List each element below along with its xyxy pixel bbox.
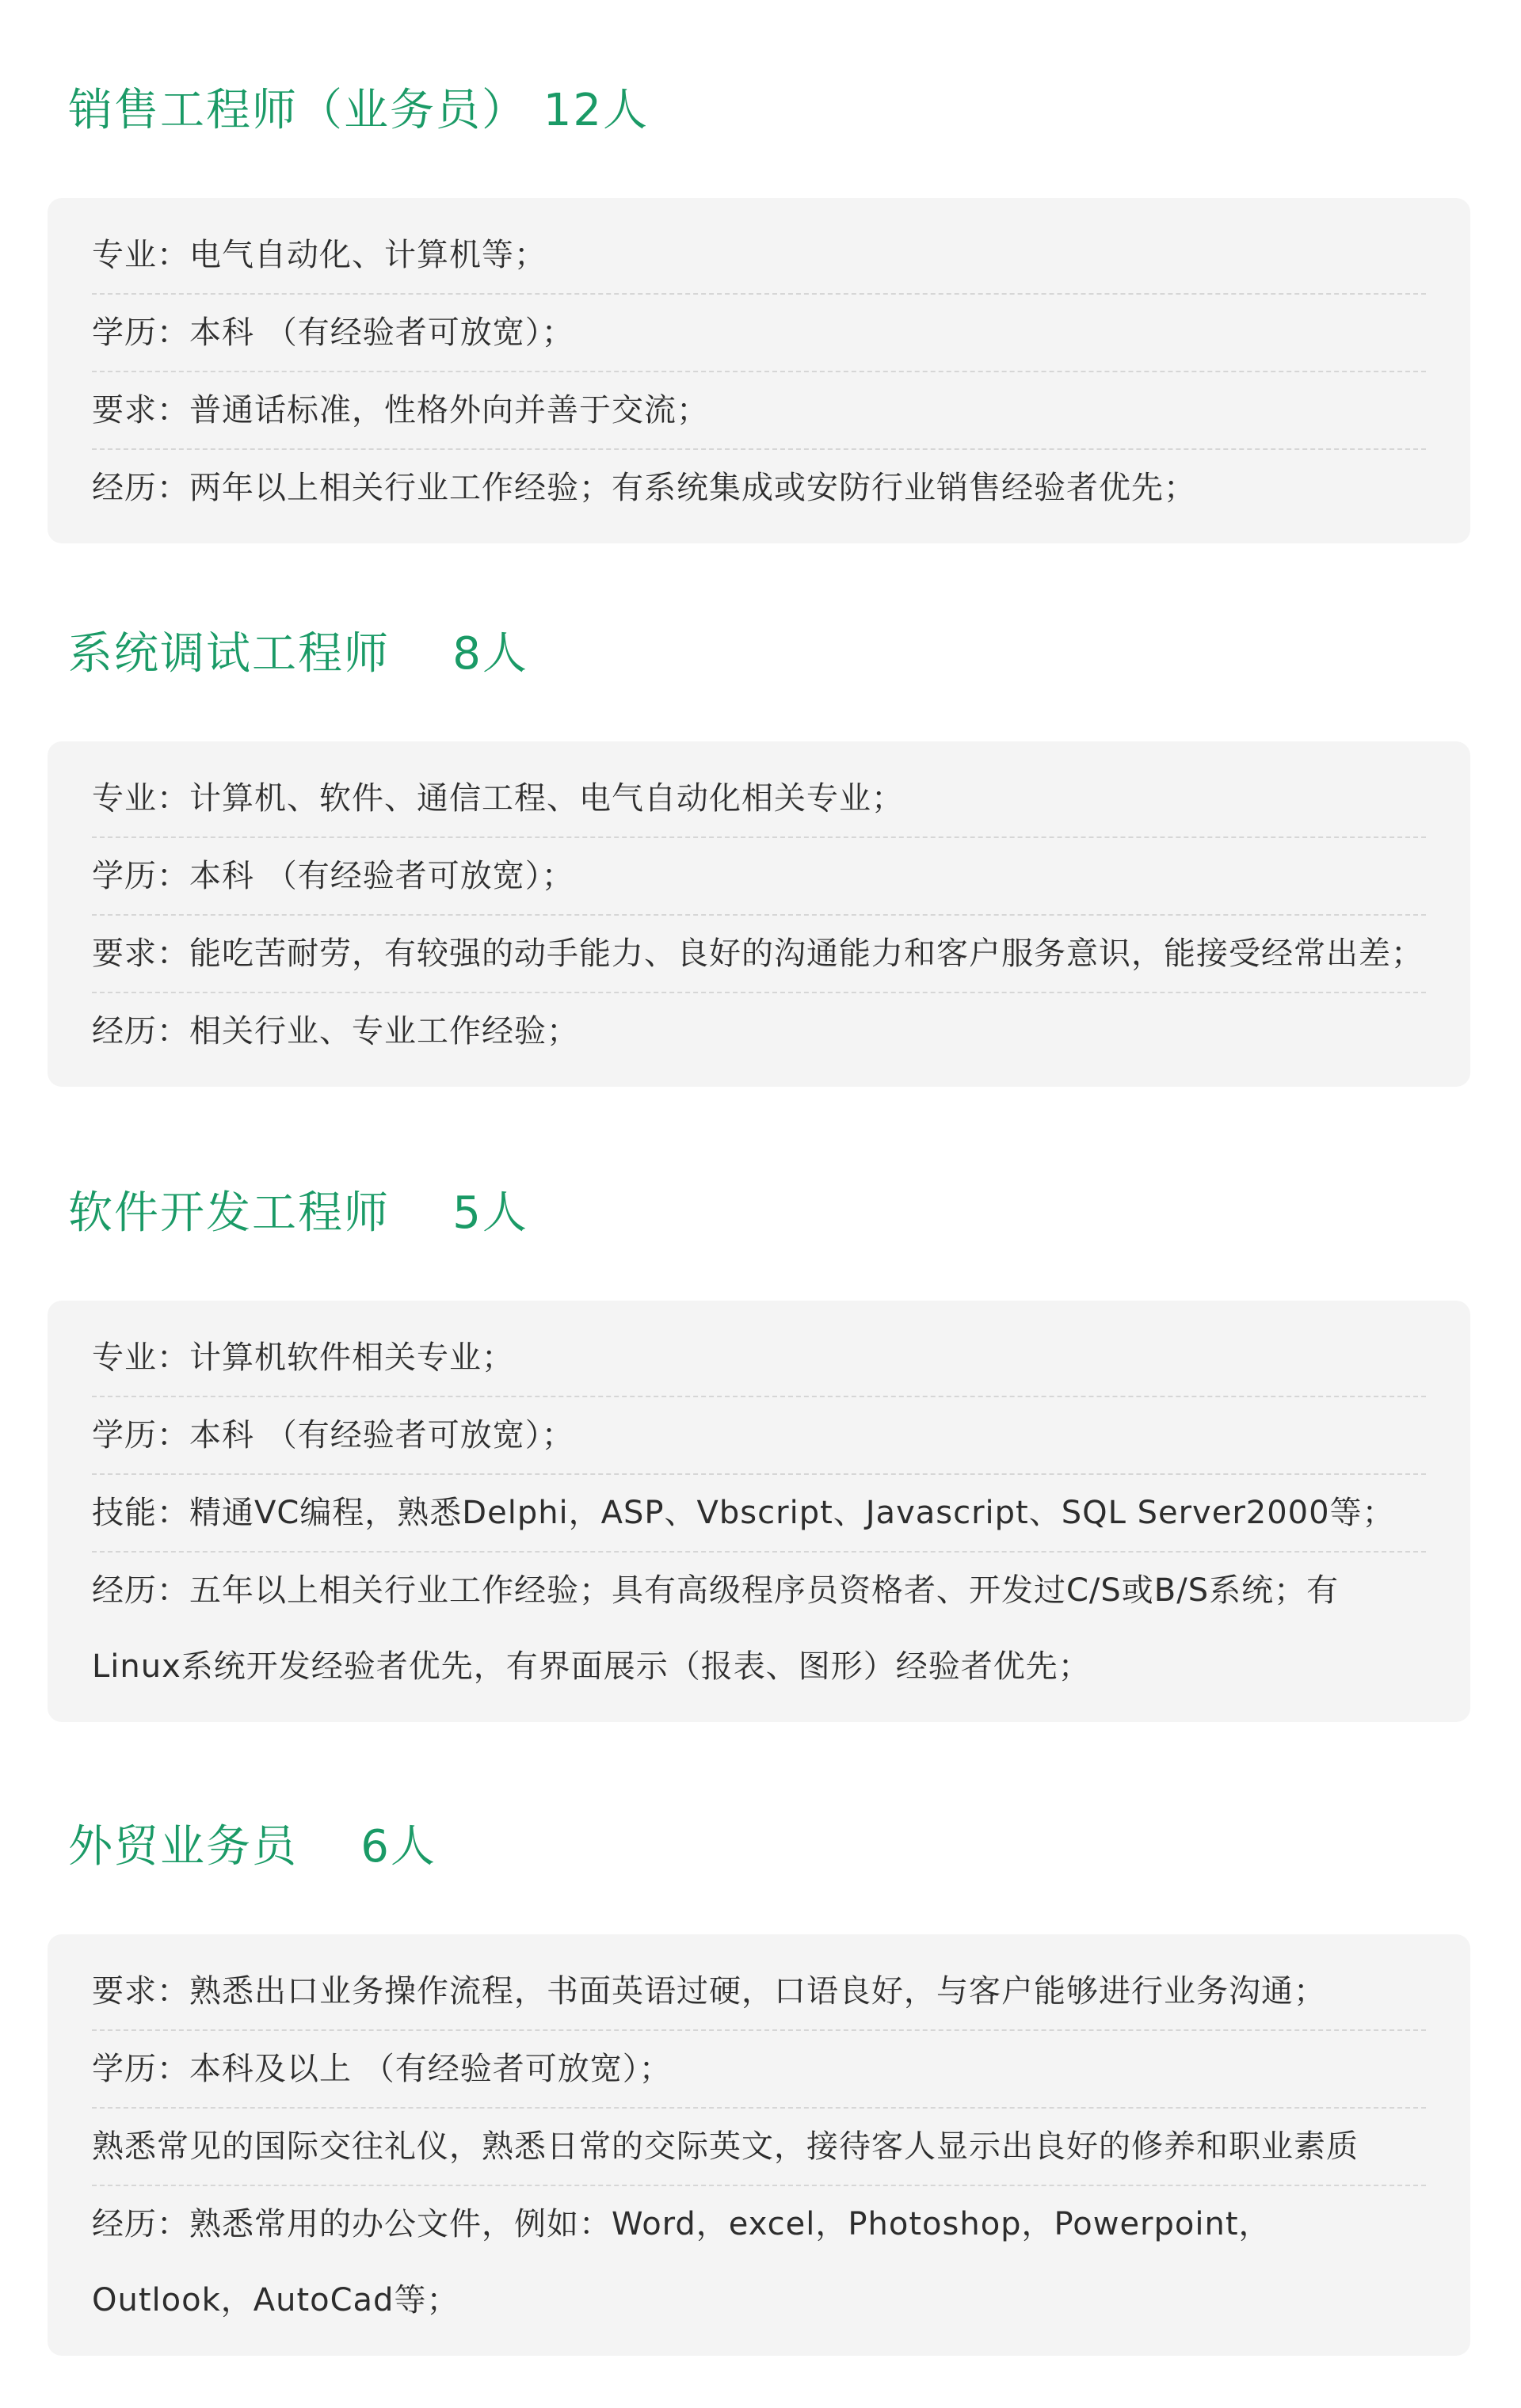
job-title: 外贸业务员 6人 <box>68 1821 436 1873</box>
requirement-line-education: 学历：本科 （有经验者可放宽）； <box>92 295 1426 372</box>
job-requirements-card <box>48 1934 1470 2356</box>
requirement-line-major: 专业：电气自动化、计算机等； <box>92 217 1426 295</box>
requirement-line-major: 专业：计算机、软件、通信工程、电气自动化相关专业； <box>92 760 1426 838</box>
job-requirements-card <box>48 1301 1470 1722</box>
requirement-line-requirement: 要求：熟悉出口业务操作流程，书面英语过硬，口语良好，与客户能够进行业务沟通； <box>92 1953 1426 2031</box>
requirement-line-requirement: 要求：普通话标准，性格外向并善于交流； <box>92 372 1426 450</box>
requirement-line-experience: 经历：熟悉常用的办公文件，例如：Word，excel，Photoshop，Powerpoint，Outlook，AutoCad等； <box>92 2206 1271 2318</box>
job-requirements-card <box>48 741 1470 1087</box>
requirement-line-experience: 经历：两年以上相关行业工作经验；有系统集成或安防行业销售经验者优先； <box>92 470 1196 506</box>
requirement-line-etiquette: 熟悉常见的国际交往礼仪，熟悉日常的交际英文，接待客人显示出良好的修养和职业素质 <box>92 2109 1426 2186</box>
requirement-line-major: 专业：计算机软件相关专业； <box>92 1320 1426 1397</box>
requirement-line-education: 学历：本科 （有经验者可放宽）； <box>92 1397 1426 1475</box>
job-title: 软件开发工程师 5人 <box>68 1187 528 1239</box>
job-title: 系统调试工程师 8人 <box>68 628 528 680</box>
requirement-line-education: 学历：本科及以上 （有经验者可放宽）； <box>92 2031 1426 2109</box>
requirement-line-skills: 技能：精通VC编程，熟悉Delphi，ASP、Vbscript、Javascript、SQL Server2000等； <box>92 1475 1426 1553</box>
requirement-line-education: 学历：本科 （有经验者可放宽）； <box>92 838 1426 916</box>
requirement-line-experience: 经历：五年以上相关行业工作经验；具有高级程序员资格者、开发过C/S或B/S系统；有Linux系统开发经验者优先，有界面展示（报表、图形）经验者优先； <box>92 1572 1340 1685</box>
requirement-line-experience: 经历：相关行业、专业工作经验； <box>92 1013 579 1050</box>
job-title: 销售工程师（业务员） 12人 <box>68 85 650 136</box>
job-requirements-card <box>48 198 1470 543</box>
requirement-line-requirement: 要求：能吃苦耐劳，有较强的动手能力、良好的沟通能力和客户服务意识，能接受经常出差； <box>92 916 1426 993</box>
